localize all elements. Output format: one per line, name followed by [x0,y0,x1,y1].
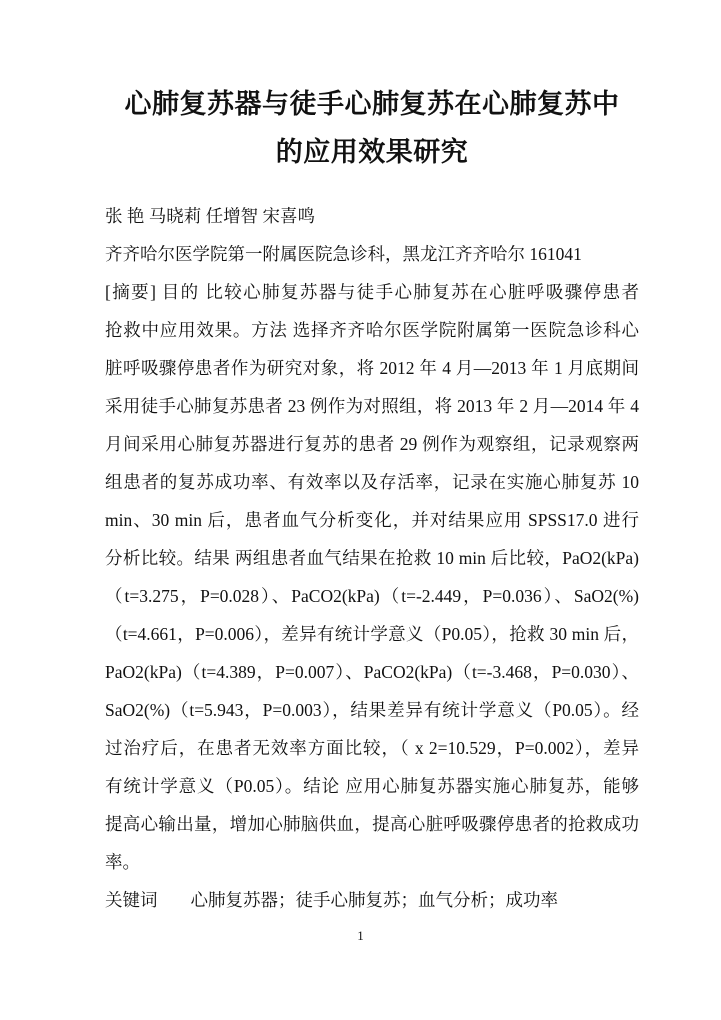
paper-title [105,80,639,176]
affiliation-line: 齐齐哈尔医学院第一附属医院急诊科，黑龙江齐齐哈尔 161041 [105,244,582,264]
keywords-text: 心肺复苏器；徒手心肺复苏；血气分析；成功率 [190,890,558,910]
paper-title-line: 心肺复苏器与徒手心肺复苏在心肺复苏中 [124,89,620,119]
abstract-paragraph [105,273,639,881]
abstract-line: （t=3.275，P=0.028）、PaCO2(kPa)（t=-2.449，P=0.036）、SaO2(%) [105,586,639,606]
abstract-line: 分析比较。结果 两组患者血气结果在抢救 10 min 后比较，PaO2(kPa) [105,548,639,568]
abstract-line: 组患者的复苏成功率、有效率以及存活率，记录在实施心肺复苏 10 [105,472,639,492]
page-number: 1 [357,928,364,943]
abstract-line: min、30 min 后，患者血气分析变化，并对结果应用 SPSS17.0 进行 [105,510,639,530]
abstract-line: [摘要] 目的 比较心肺复苏器与徒手心肺复苏在心脏呼吸骤停患者 [105,282,639,302]
text-column [105,0,639,919]
abstract-line: （t=4.661，P=0.006），差异有统计学意义（P0.05），抢救 30 min 后， [105,624,639,644]
abstract-line: 月间采用心肺复苏器进行复苏的患者 29 例作为观察组，记录观察两 [105,434,639,454]
abstract-line: PaO2(kPa)（t=4.389，P=0.007）、PaCO2(kPa)（t=-3.468，P=0.030）、 [105,662,639,682]
keywords-line [105,881,639,919]
abstract-line: 过治疗后，在患者无效率方面比较，（ x 2=10.529，P=0.002），差异 [105,738,639,758]
abstract-line: 脏呼吸骤停患者作为研究对象，将 2012 年 4 月—2013 年 1 月底期间 [105,358,639,378]
authors-line: 张 艳 马晓莉 任增智 宋喜鸣 [105,206,315,226]
abstract-line: 有统计学意义（P0.05）。结论 应用心肺复苏器实施心肺复苏，能够 [105,776,639,796]
paper-title-line: 的应用效果研究 [275,137,469,167]
abstract-line: 抢救中应用效果。方法 选择齐齐哈尔医学院附属第一医院急诊科心 [105,320,639,340]
abstract-line: SaO2(%)（t=5.943，P=0.003），结果差异有统计学意义（P0.05）。经 [105,700,639,720]
abstract-line: 采用徒手心肺复苏患者 23 例作为对照组，将 2013 年 2 月—2014 年 4 [105,396,639,416]
abstract-line: 提高心输出量，增加心肺脑供血，提高心脏呼吸骤停患者的抢救成功 [105,814,639,834]
keywords-label: 关键词 [105,890,158,910]
abstract-line: 率。 [105,852,140,872]
